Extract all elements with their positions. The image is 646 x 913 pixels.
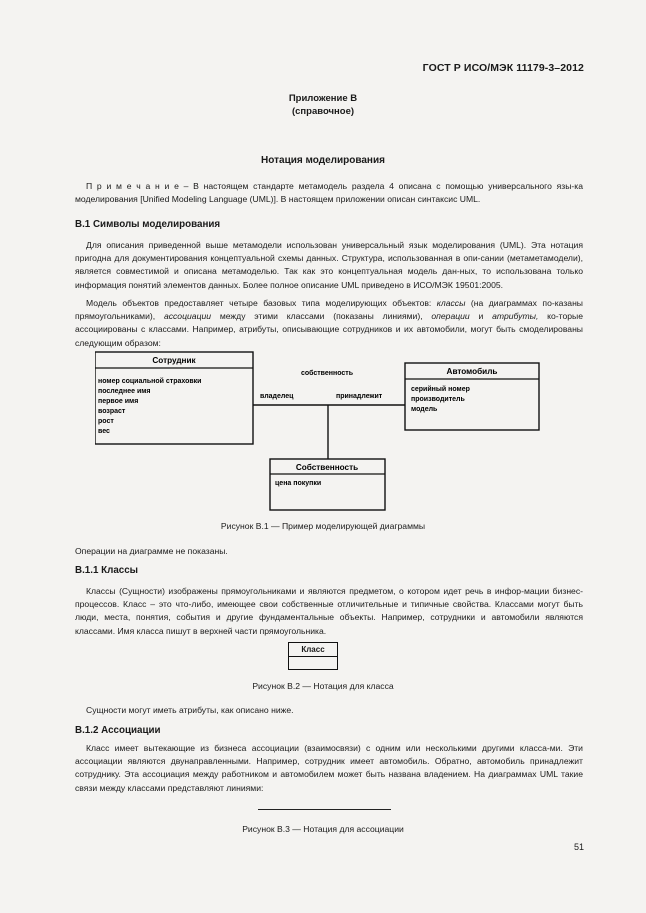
b1-p2-text-b: (на диаграммах по-казаны прямоугольниками),	[75, 298, 583, 322]
employee-attr: возраст	[98, 408, 126, 415]
entities-attributes-text: Сущности могут иметь атрибуты, как описано ниже.	[86, 705, 294, 715]
section-heading-b11: В.1.1 Классы	[75, 565, 139, 576]
car-attr: модель	[411, 406, 438, 413]
class-notation-box	[288, 642, 338, 670]
page-title: Нотация моделирования	[261, 155, 385, 166]
note-text: – В настоящем стандарте метамодель раздела 4 описана с помощью универсального язы-ка моделирования [Unified Modeling Language (UML)]. В настоящем приложении описан синтаксис UML.	[75, 181, 583, 205]
b1-paragraph-2	[75, 297, 583, 350]
b1-p2-text-d: и	[469, 311, 493, 322]
b1-p2-text-c: между этими классами (показаны линиями),	[211, 311, 432, 322]
employee-attr: вес	[98, 428, 110, 435]
class-notation-label: Класс	[289, 643, 337, 657]
association-notation-line	[258, 809, 391, 810]
car-attr: производитель	[411, 396, 465, 403]
b1-p2-term-classes: классы	[436, 298, 466, 308]
b1-p2-term-attributes: атрибуты,	[492, 311, 539, 322]
employee-attr: номер социальной страховки	[98, 378, 202, 385]
b1-p2-text-a: Модель объектов предоставляет четыре базовых типа моделирующих объектов:	[86, 298, 437, 308]
note-paragraph	[75, 180, 583, 206]
b1-p2-term-operations: операции	[431, 311, 470, 322]
b1-paragraph-1: Для описания приведенной выше метамодели использован универсальный язык моделирования (UML). Эта нотация пригодна для документирования концептуальной схемы данных. Структура, использованная в опи-сании (метаметамодели), является совместимой и описана метамоделью. Так как это концептуальная модель дан-ных, то использована только информация понятий элементов данных. Более полное описание UML приведено в ИСО/МЭК 19501:2005.	[75, 240, 583, 290]
b1-p2-text-e: ко-торые ассоциированы с классами. Например, атрибуты, описывающие сотрудников и их автомобили, могут быть смоделированы следующим образом:	[75, 311, 583, 348]
ownership-class	[270, 459, 385, 510]
annex-heading	[0, 92, 646, 118]
note-label: П р и м е ч а н и е	[86, 181, 179, 191]
association-label: собственность	[300, 370, 354, 377]
figure-b2-caption: Рисунок В.2 — Нотация для класса	[252, 681, 394, 691]
standard-header: ГОСТ Р ИСО/МЭК 11179-3–2012	[422, 62, 584, 74]
employee-attr: последнее имя	[98, 388, 151, 395]
section-heading-b12: В.1.2 Ассоциации	[75, 725, 161, 736]
b12-paragraph: Класс имеет вытекающие из бизнеса ассоциации (взаимосвязи) с одним или несколькими другими класса-ми. Эти ассоциации являются двунаправленными. Например, сотрудник имеет автомобиль. Обратно, автомобиль принадлежит сотруднику. Эта ассоциация между работником и автомобилем может быть названа владением. На диаграммах UML такие связи между классами представляют линиями:	[75, 743, 583, 793]
ownership-attr: цена покупки	[275, 480, 322, 487]
ownership-class-name: Собственность	[295, 463, 359, 472]
figure-b3-caption: Рисунок В.3 — Нотация для ассоциации	[242, 824, 404, 834]
figure-b1-caption: Рисунок В.1 — Пример моделирующей диаграммы	[220, 521, 426, 531]
annex-title: Приложение В	[288, 93, 358, 104]
car-attr: серийный номер	[411, 386, 470, 393]
b1-p2-term-associations: ассоциации	[163, 311, 212, 322]
car-class-name: Автомобиль	[446, 367, 498, 376]
annex-subtitle: (справочное)	[291, 106, 355, 117]
employee-class	[95, 352, 253, 444]
employee-class-name: Сотрудник	[152, 356, 196, 365]
section-heading-b1: В.1 Символы моделирования	[75, 219, 221, 230]
role-owned-label: принадлежит	[336, 393, 383, 400]
employee-attr: первое имя	[98, 398, 139, 405]
operations-note: Операции на диаграмме не показаны.	[75, 546, 228, 556]
car-class	[405, 363, 539, 430]
employee-attr: рост	[98, 418, 114, 425]
b11-paragraph: Классы (Сущности) изображены прямоугольниками и являются предметом, о котором идет речь в инфор-мации бизнес-процессов. Класс – это что-либо, имеющее свои собственные отличительные и типичные свойства. Классами могут быть люди, места, понятия, события и другие фундаментальные объекты. Например, сотрудники и автомобили являются классами. Имя класса пишут в верхней части прямоугольника.	[75, 586, 583, 636]
role-owner-label: владелец	[260, 393, 294, 400]
uml-diagram	[95, 348, 555, 518]
page-number: 51	[573, 842, 584, 852]
